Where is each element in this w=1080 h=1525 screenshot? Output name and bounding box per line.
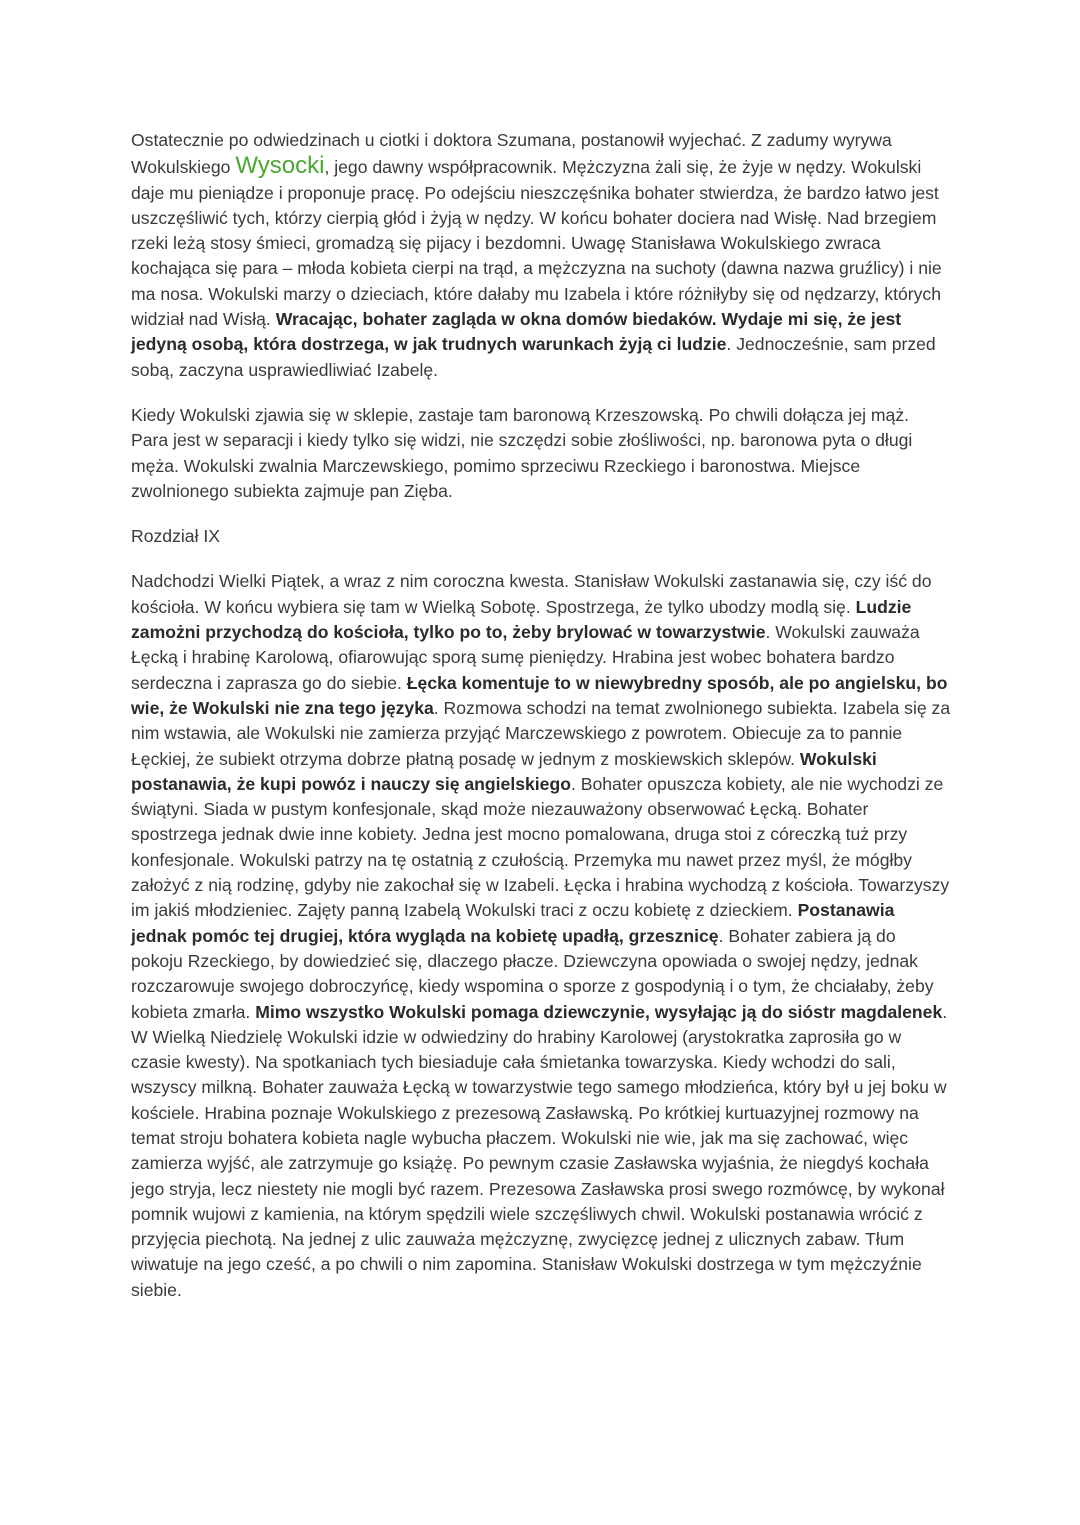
paragraph-1-text-b: , jego dawny współpracownik. Mężczyzna żali się, że żyje w nędzy. Wokulski daje mu pieniądze i proponuje pracę. Po odejściu nieszczęśnika bohater stwierdza, że bardzo łatwo jest uszczęśliwić tych, którzy cierpią głód i żyją w nędzy. W końcu bohater dociera nad Wisłę. Nad brzegiem rzeki leżą stosy śmieci, gromadzą się pijacy i bezdomni. Uwagę Stanisława Wokulskiego zwraca kochająca się para – młoda kobieta cierpi na trąd, a mężczyzna na suchoty (dawna nazwa gruźlicy) i nie ma nosa. Wokulski marzy o dzieciach, które dałaby mu Izabela i które różniłyby się od nędzarzy, których widział nad Wisłą. xyxy=(131,157,942,330)
paragraph-3-text-e: . Bohater zabiera ją do pokoju Rzeckiego, by dowiedzieć się, dlaczego płacze. Dziewczyna opowiada o swojej nędzy, jednak rozczarowuje swojego dobroczyńcę, kiedy wspomina o sporze z gospodynią i o tym, że chciałaby, żeby kobieta zmarła. xyxy=(131,925,934,1022)
paragraph-2: Kiedy Wokulski zjawia się w sklepie, zastaje tam baronową Krzeszowską. Po chwili dołącza jej mąż. Para jest w separacji i kiedy tylko się widzi, nie szczędzi sobie złośliwości, np. baronowa pyta o długi męża. Wokulski zwalnia Marczewskiego, pomimo sprzeciwu Rzeckiego i baronostwa. Miejsce zwolnionego subiekta zajmuje pan Zięba. xyxy=(131,404,913,501)
paragraph-3-bold-2: Łęcka komentuje to w niewybredny sposób, ale po angielsku, bo wie, że Wokulski nie zna tego języka xyxy=(131,672,948,718)
paragraph-3-bold-4: Postanawia jednak pomóc tej drugiej, która wygląda na kobietę upadłą, grzesznicę xyxy=(131,900,895,946)
paragraph-1-text-a: Ostatecznie po odwiedzinach u ciotki i doktora Szumana, postanowił wyjechać. Z zadumy wyrywa Wokulskiego xyxy=(131,130,892,178)
paragraph-3-text-d: . Bohater opuszcza kobiety, ale nie wychodzi ze świątyni. Siada w pustym konfesjonale, skąd może niezauważony obserwować Łęcką. Bohater spostrzega jednak dwie inne kobiety. Jedna jest mocno pomalowana, druga stoi z córeczką tuż przy konfesjonale. Wokulski patrzy na tę ostatnią z czułością. Przemyka mu nawet przez myśl, że mógłby założyć z nią rodzinę, gdyby nie zakochał się w Izabeli. Łęcka i hrabina wychodzą z kościoła. Towarzyszy im jakiś młodzieniec. Zajęty panną Izabelą Wokulski traci z oczu kobietę z dzieckiem. xyxy=(131,773,950,921)
paragraph-3-text-c: . Rozmowa schodzi na temat zwolnionego subiekta. Izabela się za nim wstawia, ale Wokulski nie zamierza przyjąć Marczewskiego z powrotem. Obiecuje za to pannie Łęckiej, że subiekt otrzyma dobrze płatną posadę w jednym z moskiewskich sklepów. xyxy=(131,697,951,769)
paragraph-3-bold-5: Mimo wszystko Wokulski pomaga dziewczynie, wysyłając ją do sióstr magdalenek xyxy=(255,1001,943,1022)
paragraph-3-bold-1: Ludzie zamożni przychodzą do kościoła, tylko po to, żeby brylować w towarzystwie xyxy=(131,596,912,643)
paragraph-1-text-c: . Jednocześnie, sam przed sobą, zaczyna usprawiedliwiać Izabelę. xyxy=(131,334,936,380)
paragraph-3-text-a: Nadchodzi Wielki Piątek, a wraz z nim coroczna kwesta. Stanisław Wokulski zastanawia się, czy iść do kościoła. W końcu wybiera się tam w Wielką Sobotę. Spostrzega, że tylko ubodzy modlą się. xyxy=(131,571,932,617)
document-page xyxy=(131,128,951,1303)
wysocki-link[interactable]: Wysocki xyxy=(235,152,325,180)
paragraph-1 xyxy=(131,128,951,383)
paragraph-3 xyxy=(131,569,951,1303)
paragraph-3-text-f: . W Wielką Niedzielę Wokulski idzie w odwiedziny do hrabiny Karolowej (arystokratka zaprosiła go w czasie kwesty). Na spotkaniach tych biesiaduje cała śmietanka towarzyska. Kiedy wchodzi do sali, wszyscy milkną. Bohater zauważa Łęcką w towarzystwie tego samego młodzieńca, który był u jej boku w kościele. Hrabina poznaje Wokulskiego z prezesową Zasławską. Po krótkiej kurtuazyjnej rozmowy na temat stroju bohatera kobieta nagle wybucha płaczem. Wokulski nie wie, jak ma się zachować, więc zamierza wyjść, ale zatrzymuje go książę. Po pewnym czasie Zasławska wyjaśnia, że niegdyś kochała jego stryja, lecz niestety nie mogli być razem. Prezesowa Zasławska prosi swego rozmówcę, by wykonał pomnik wujowi z kamienia, na którym spędzili wiele szczęśliwych chwil. Wokulski postanawia wrócić z przyjęcia piechotą. Na jednej z ulic zauważa mężczyznę, zwycięzcę jednej z ulicznych zabaw. Tłum wiwatuje na jego cześć, a po chwili o nim zapomina. Stanisław Wokulski dostrzega w tym mężczyźnie siebie. xyxy=(131,1001,948,1300)
paragraph-1-bold: Wracając, bohater zagląda w okna domów biedaków. Wydaje mi się, że jest jedyną osobą, która dostrzega, w jak trudnych warunkach żyją ci ludzie xyxy=(131,309,902,355)
paragraph-3-bold-3: Wokulski postanawia, że kupi powóz i nauczy się angielskiego xyxy=(131,748,877,794)
chapter-heading: Rozdział IX xyxy=(131,526,220,547)
paragraph-3-text-b: . Wokulski zauważa Łęcką i hrabinę Karolową, ofiarowując sporą sumę pieniędzy. Hrabina jest wobec bohatera bardzo serdeczna i zaprasza go do siebie. xyxy=(131,622,920,693)
